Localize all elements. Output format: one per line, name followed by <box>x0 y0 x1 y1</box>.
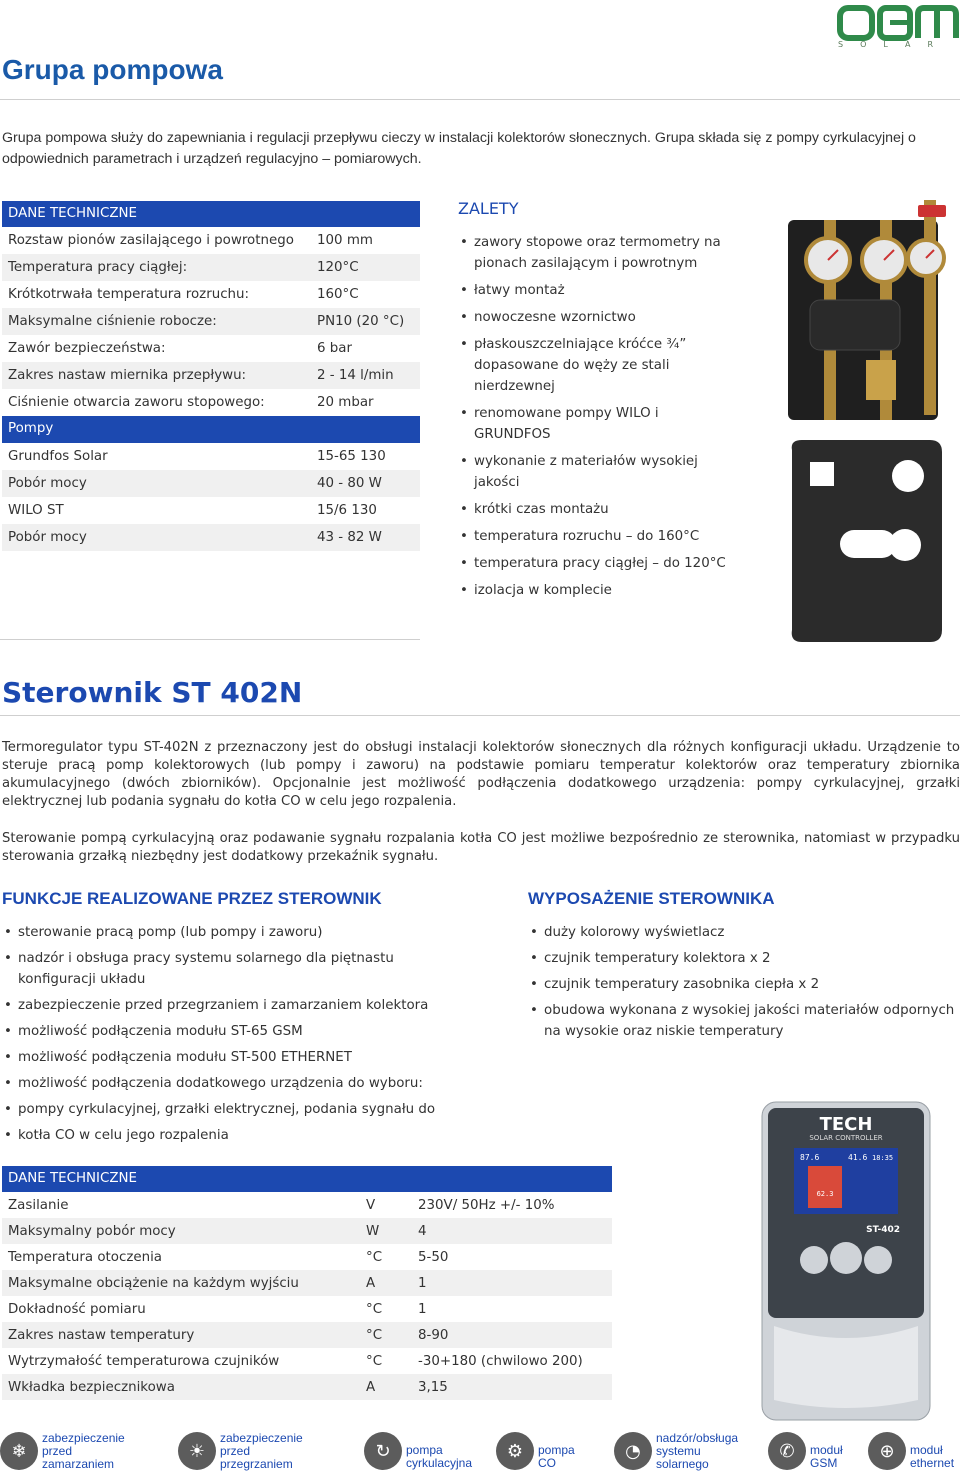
table-row: Zakres nastaw temperatury °C 8-90 <box>2 1322 612 1348</box>
list-item: • pompy cyrkulacyjnej, grzałki elektrycznej, podania sygnału do <box>2 1099 442 1120</box>
feature-overheat-protection: ☀ zabezpieczenie przed przegrzaniem <box>178 1432 303 1471</box>
advantages-list <box>458 232 728 607</box>
pump-icon: ↻ <box>364 1432 402 1470</box>
table-row: Temperatura pracy ciągłej: 120°C <box>2 254 420 281</box>
pump-group-image <box>780 200 958 645</box>
tech-table-header: DANE TECHNICZNE <box>2 201 420 227</box>
controller-description-2: Sterowanie pompą cyrkulacyjną oraz podawanie sygnału rozpalania kotła CO jest możliwe bezpośrednio ze sterownika, natomiast w przypadku sterowania grzałką niezbędny jest dodatkowy przekaźnik sygnału. <box>2 831 960 864</box>
feature-gsm-module: ✆ moduł GSM <box>768 1432 843 1470</box>
display-right: 41.6 <box>848 1153 868 1162</box>
tech-table-header: DANE TECHNICZNE <box>2 1166 612 1192</box>
device-model: ST-402 <box>866 1225 900 1235</box>
advantages-header: ZALETY <box>458 199 519 218</box>
table-row: WILO ST 15/6 130 <box>8 503 377 518</box>
list-item: • obudowa wykonana z wysokiej jakości materiałów odpornych na wysokie oraz niskie temperatury <box>528 1000 958 1042</box>
page-title: Grupa pompowa <box>2 54 223 85</box>
list-item: • zawory stopowe oraz termometry na pionach zasilającym i powrotnym <box>458 232 728 274</box>
list-item: • możliwość podłączenia modułu ST-500 ETHERNET <box>2 1047 442 1068</box>
list-item: • izolacja w komplecie <box>458 580 728 601</box>
table-row: Zasilanie V 230V/ 50Hz +/- 10% <box>8 1197 555 1213</box>
table-row: Temperatura otoczenia °C 5-50 <box>8 1249 449 1265</box>
table-row: Ciśnienie otwarcia zaworu stopowego: 20 mbar <box>8 395 374 410</box>
divider <box>0 639 420 640</box>
list-item: • krótki czas montażu <box>458 499 728 520</box>
table-row: Wytrzymałość temperaturowa czujników °C -30+180 (chwilowo 200) <box>8 1353 583 1369</box>
equipment-header: WYPOSAŻENIE STEROWNIKA <box>528 889 775 908</box>
list-item: • temperatura pracy ciągłej – do 120°C <box>458 553 728 574</box>
table-row: Maksymalne ciśnienie robocze: PN10 (20 °C) <box>2 308 420 335</box>
feature-solar-supervision: ◔ nadzór/obsługa systemu solarnego <box>614 1432 738 1471</box>
globe-icon: ⊕ <box>868 1432 906 1470</box>
feature-circulation-pump: ↻ pompa cyrkulacyjna <box>364 1432 472 1470</box>
list-item: • możliwość podłączenia dodatkowego urządzenia do wyboru: <box>2 1073 442 1094</box>
feature-icons-bar <box>0 1432 960 1482</box>
table-row: Pobór mocy 43 - 82 W <box>2 524 420 551</box>
controller-description: Termoregulator typu ST-402N z przeznaczony jest do obsługi instalacji kolektorów słonecznych dla różnych konfiguracji układu. Urządzenie to steruje pracą pomp kolektorowych (lub pompy i zaworu) na podstawie pomiaru temperatur kolektorów oraz temperatury zbiornika akumulacyjnego (dwóch zbiorników). Opcjonalnie jest możliwość podłączenia dodatkowego urządzenia: pompy cyrkulacyjnej, grzałki elektrycznej lub podania sygnału do kotła CO w celu jego rozpalenia. <box>2 740 960 809</box>
list-item: • możliwość podłączenia modułu ST-65 GSM <box>2 1021 442 1042</box>
controller-section-title: Sterownik ST 402N <box>2 676 303 709</box>
pump-group-tech-table <box>2 201 420 551</box>
list-item: • czujnik temperatury kolektora x 2 <box>528 948 958 969</box>
list-item: • kotła CO w celu jego rozpalenia <box>2 1125 442 1146</box>
display-left: 87.6 <box>800 1153 820 1162</box>
table-row: Krótkotrwała temperatura rozruchu: 160°C <box>8 287 359 302</box>
thermometer-icon: ☀ <box>178 1432 216 1470</box>
controller-tech-table <box>2 1166 612 1400</box>
list-item: • łatwy montaż <box>458 280 728 301</box>
table-row: Rozstaw pionów zasilającego i powrotnego 100 mm <box>8 233 373 248</box>
list-item: • płaskouszczelniające króćce ¾” dopasowane do węży ze stali nierdzewnej <box>458 334 728 397</box>
feature-ethernet-module: ⊕ moduł ethernet <box>868 1432 954 1470</box>
functions-list <box>2 922 442 1151</box>
list-item: • temperatura rozruchu – do 160°C <box>458 526 728 547</box>
table-row: Wkładka bezpiecznikowa A 3,15 <box>2 1374 612 1400</box>
table-row: Maksymalny pobór mocy W 4 <box>2 1218 612 1244</box>
list-item: • czujnik temperatury zasobnika ciepła x 2 <box>528 974 958 995</box>
list-item: • nowoczesne wzornictwo <box>458 307 728 328</box>
list-item: • nadzór i obsługa pracy systemu solarnego dla piętnastu konfiguracji układu <box>2 948 442 990</box>
table-row: Dokładność pomiaru °C 1 <box>8 1301 427 1317</box>
list-item: • wykonanie z materiałów wysokiej jakości <box>458 451 728 493</box>
pumps-subheader: Pompy <box>2 416 420 443</box>
list-item: • duży kolorowy wyświetlacz <box>528 922 958 943</box>
table-row: Maksymalne obciążenie na każdym wyjściu A 1 <box>2 1270 612 1296</box>
controller-device-image <box>760 1100 932 1422</box>
table-row: Pobór mocy 40 - 80 W <box>2 470 420 497</box>
functions-header: FUNKCJE REALIZOWANE PRZEZ STEROWNIK <box>2 889 382 908</box>
gsm-icon: ✆ <box>768 1432 806 1470</box>
list-item: • sterowanie pracą pomp (lub pompy i zaworu) <box>2 922 442 943</box>
shield-icon: ❄ <box>0 1432 38 1470</box>
gauge-icon: ◔ <box>614 1432 652 1470</box>
device-brand: TECH <box>819 1114 873 1135</box>
boiler-icon: ⚙ <box>496 1432 534 1470</box>
intro-text: Grupa pompowa służy do zapewniania i regulacji przepływu cieczy w instalacji kolektorów słonecznych. Grupa składa się z pompy cyrkulacyjnej o odpowiednich parametrach i urządzeń regulacyjno – pomiarowych. <box>2 130 916 167</box>
feature-co-pump: ⚙ pompa CO <box>496 1432 575 1470</box>
display-mid: 62.3 <box>816 1190 834 1198</box>
device-model-label: SOLAR CONTROLLER <box>809 1134 883 1142</box>
equipment-list <box>528 922 958 1047</box>
divider <box>0 715 960 716</box>
list-item: • zabezpieczenie przed przegrzaniem i zamarzaniem kolektora <box>2 995 442 1016</box>
display-time: 18:35 <box>872 1154 894 1162</box>
feature-frost-protection: ❄ zabezpieczenie przed zamarzaniem <box>0 1432 125 1471</box>
table-row: Grundfos Solar 15-65 130 <box>8 449 386 464</box>
logo-subtitle: SOLAR <box>838 40 951 49</box>
list-item: • renomowane pompy WILO i GRUNDFOS <box>458 403 728 445</box>
table-row: Zakres nastaw miernika przepływu: 2 - 14 l/min <box>2 362 420 389</box>
divider <box>0 99 960 100</box>
table-row: Zawór bezpieczeństwa: 6 bar <box>8 341 352 356</box>
